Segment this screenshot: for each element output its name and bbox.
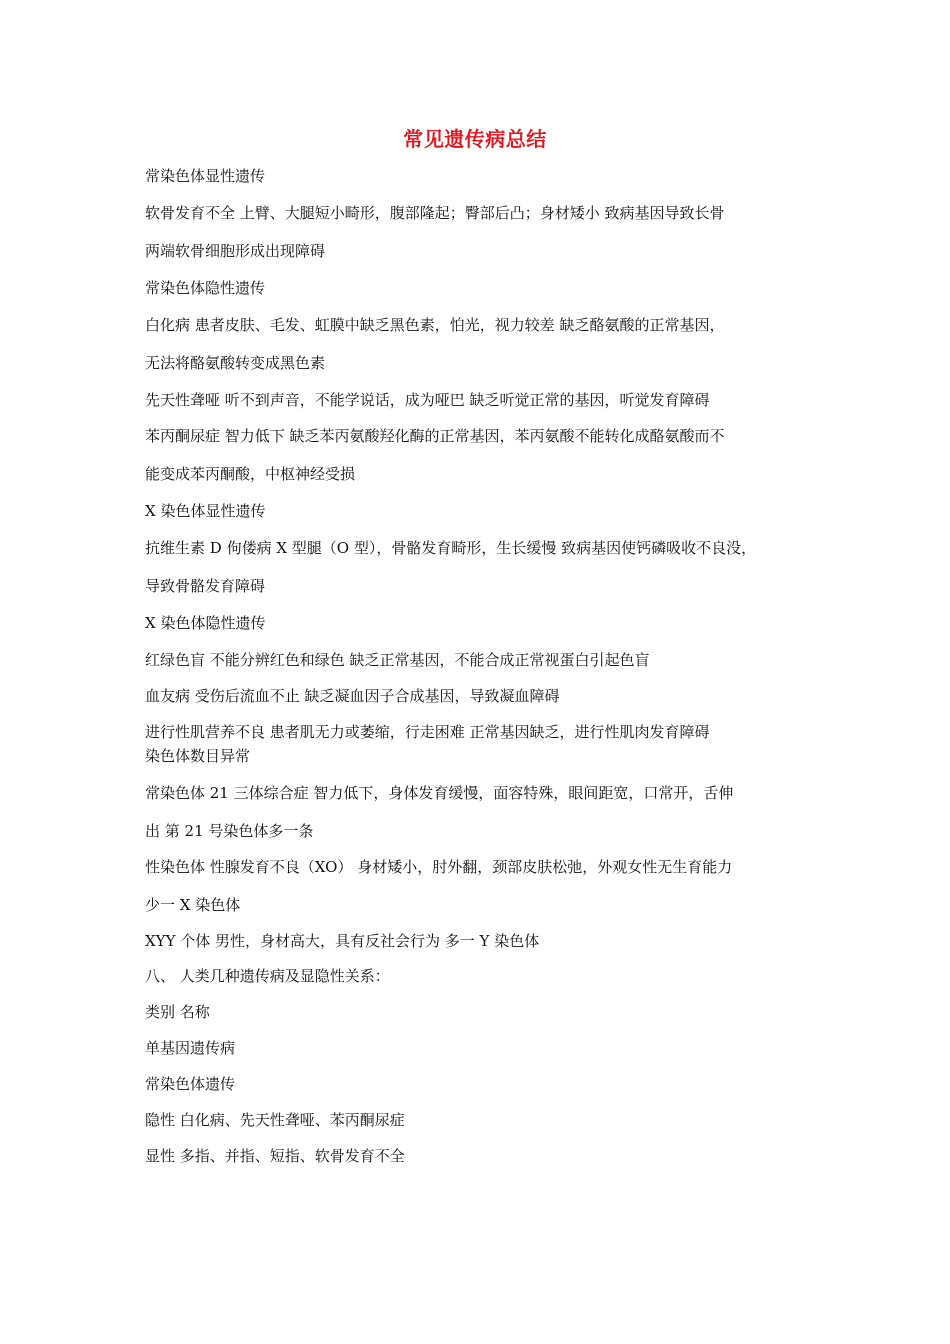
text-line: 隐性 白化病、先天性聋哑、苯丙酮尿症 xyxy=(145,1111,405,1129)
text-line: 染色体数目异常 xyxy=(145,747,251,765)
text-line: 抗维生素 D 佝偻病 X 型腿（O 型），骨骼发育畸形，生长缓慢 致病基因使钙磷吸收不良没， xyxy=(145,539,757,557)
text-line: 无法将酪氨酸转变成黑色素 xyxy=(145,354,326,372)
text-line: 血友病 受伤后流血不止 缺乏凝血因子合成基因，导致凝血障碍 xyxy=(145,687,560,705)
text-line: 先天性聋哑 听不到声音，不能学说话，成为哑巴 缺乏听觉正常的基因，听觉发育障碍 xyxy=(145,391,710,409)
text-line: 常染色体显性遗传 xyxy=(145,167,266,185)
text-line: 类别 名称 xyxy=(145,1003,210,1021)
text-line: 能变成苯丙酮酸，中枢神经受损 xyxy=(145,465,356,483)
text-line: X 染色体隐性遗传 xyxy=(145,614,266,632)
text-line: 单基因遗传病 xyxy=(145,1039,236,1057)
text-line: 显性 多指、并指、短指、软骨发育不全 xyxy=(145,1147,405,1165)
text-line: X 染色体显性遗传 xyxy=(145,502,266,520)
document-title: 常见遗传病总结 xyxy=(403,127,547,151)
text-line: 进行性肌营养不良 患者肌无力或萎缩，行走困难 正常基因缺乏，进行性肌肉发育障碍 xyxy=(145,723,710,741)
text-line: 两端软骨细胞形成出现障碍 xyxy=(145,242,326,260)
text-line: 软骨发育不全 上臂、大腿短小畸形，腹部隆起；臀部后凸；身材矮小 致病基因导致长骨 xyxy=(145,204,725,222)
text-line: XYY 个体 男性，身材高大，具有反社会行为 多一 Y 染色体 xyxy=(145,932,540,950)
text-line: 性染色体 性腺发育不良（XO） 身材矮小，肘外翻，颈部皮肤松弛，外观女性无生育能力 xyxy=(145,858,733,876)
text-line: 常染色体遗传 xyxy=(145,1075,236,1093)
text-line: 出 第 21 号染色体多一条 xyxy=(145,822,314,840)
text-line: 常染色体隐性遗传 xyxy=(145,279,266,297)
text-line: 红绿色盲 不能分辨红色和绿色 缺乏正常基因，不能合成正常视蛋白引起色盲 xyxy=(145,651,650,669)
text-line: 常染色体 21 三体综合症 智力低下，身体发育缓慢，面容特殊，眼间距宽，口常开，舌伸 xyxy=(145,784,734,802)
text-line: 导致骨骼发育障碍 xyxy=(145,577,266,595)
text-line: 白化病 患者皮肤、毛发、虹膜中缺乏黑色素，怕光，视力较差 缺乏酪氨酸的正常基因， xyxy=(145,316,725,334)
text-line: 少一 X 染色体 xyxy=(145,896,241,914)
text-line: 八、 人类几种遗传病及显隐性关系： xyxy=(145,967,390,985)
document-body xyxy=(145,164,825,1168)
text-line: 苯丙酮尿症 智力低下 缺乏苯丙氨酸羟化酶的正常基因，苯丙氨酸不能转化成酪氨酸而不 xyxy=(145,427,725,445)
